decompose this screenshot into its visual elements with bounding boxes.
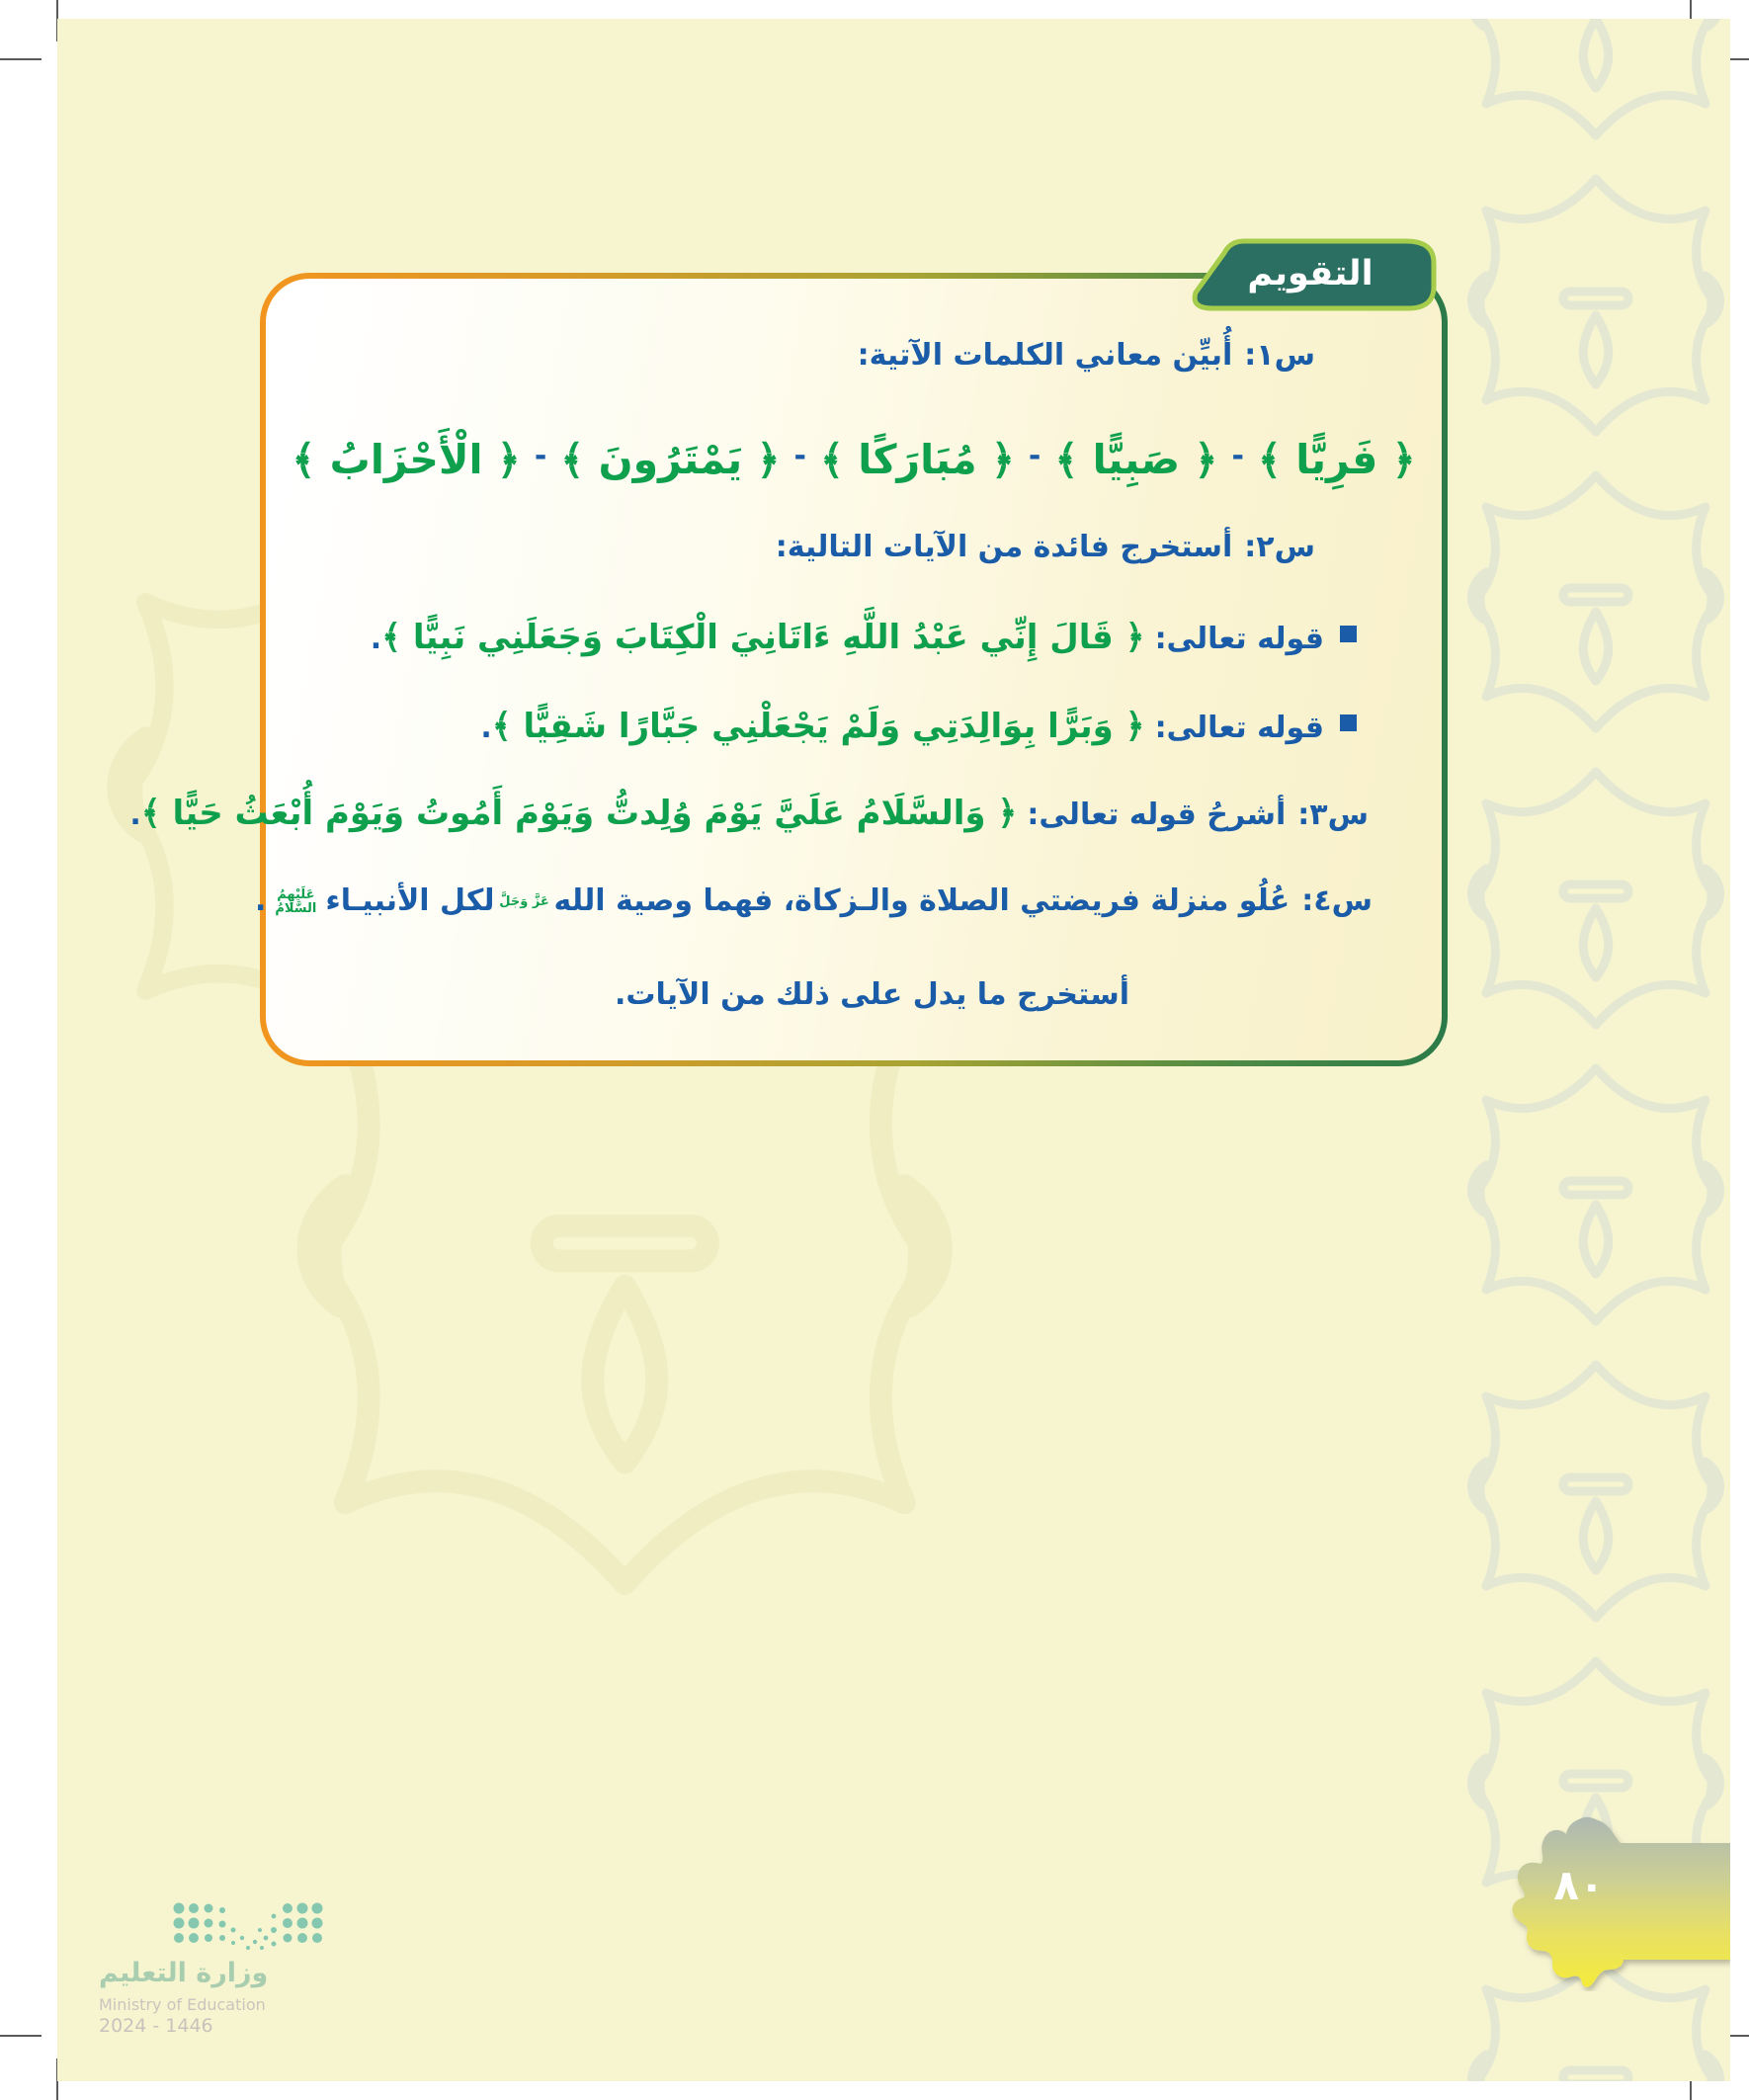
verse-2-text: ﴿ وَبَرًّا بِوَالِدَتِي وَلَمْ يَجْعَلْنِي جَبَّارًا شَقِيًّا ﴾ bbox=[491, 707, 1145, 746]
question-2 bbox=[776, 522, 1315, 574]
question-1 bbox=[858, 330, 1315, 382]
square-bullet-icon bbox=[1340, 626, 1357, 642]
word-separator: - bbox=[534, 439, 547, 473]
verse-bullet-2 bbox=[480, 698, 1357, 757]
word-separator: - bbox=[793, 439, 806, 473]
question-2-text: أستخرج فائدة من الآيات التالية: bbox=[775, 530, 1233, 564]
right-border-ornament-band bbox=[1462, 19, 1729, 2081]
evaluation-card bbox=[129, 273, 1448, 1066]
ministry-logo-arabic: وزارة التعليم bbox=[99, 1958, 269, 1988]
square-bullet-icon bbox=[1340, 714, 1357, 731]
question-1-number: س١: bbox=[1244, 338, 1315, 373]
question-1-text: أُبيِّن معاني الكلمات الآتية: bbox=[857, 338, 1233, 373]
question-4 bbox=[255, 876, 1373, 928]
page-number-tab bbox=[1502, 1813, 1730, 1991]
verse-2-period: . bbox=[480, 711, 492, 745]
quran-word: ﴿ الْأَحْزَابُ ﴾ bbox=[292, 436, 521, 483]
vocabulary-words-row bbox=[266, 425, 1442, 496]
textbook-page bbox=[57, 19, 1730, 2081]
question-3-number: س٣: bbox=[1297, 798, 1369, 832]
question-2-number: س٢: bbox=[1244, 530, 1315, 564]
question-4-text-before: عُلُو منزلة فريضتي الصلاة والـزكاة، فهما وصية الله bbox=[553, 883, 1291, 918]
section-tab-evaluation bbox=[1183, 237, 1438, 312]
question-4-number: س٤: bbox=[1301, 883, 1373, 918]
quran-word: ﴿ مُبَارَكًا ﴾ bbox=[819, 436, 1015, 483]
section-tab-label: التقويم bbox=[1247, 254, 1374, 294]
question-3 bbox=[129, 785, 1369, 844]
verse-bullet-1 bbox=[371, 609, 1357, 668]
honorific-alayhim-assalam: عَلَيْهِمُ السَّلَامُ bbox=[275, 886, 317, 916]
question-4-period: . bbox=[254, 883, 267, 918]
question-3-period: . bbox=[129, 798, 141, 832]
ministry-logo-english: Ministry of Education bbox=[99, 1995, 266, 2014]
verse-1-intro: قوله تعالى: bbox=[1154, 622, 1324, 656]
word-separator: - bbox=[1028, 439, 1041, 473]
honorific-azza-wa-jall: عَزَّ وَجَلَّ bbox=[499, 893, 549, 909]
evaluation-card-body bbox=[129, 279, 1442, 1060]
verse-2-intro: قوله تعالى: bbox=[1154, 711, 1324, 745]
verse-1-period: . bbox=[370, 622, 382, 656]
ministry-logo-dots bbox=[171, 1900, 324, 1952]
question-3-verse: ﴿ وَالسَّلَامُ عَلَيَّ يَوْمَ وُلِدتُّ وَيَوْمَ أَمُوتُ وَيَوْمَ أُبْعَثُ حَيًّا ﴾ bbox=[140, 794, 1018, 833]
verse-1-text: ﴿ قَالَ إِنِّي عَبْدُ اللَّهِ ءَاتَانِيَ الْكِتَابَ وَجَعَلَنِي نَبِيًّا ﴾ bbox=[381, 618, 1145, 657]
quran-word: ﴿ فَرِيًّا ﴾ bbox=[1257, 436, 1416, 483]
question-4-line2 bbox=[615, 969, 1129, 1022]
ministry-logo-years: 2024 - 1446 bbox=[99, 2015, 213, 2037]
word-separator: - bbox=[1231, 439, 1244, 473]
quran-word: ﴿ يَمْتَرُونَ ﴾ bbox=[560, 436, 781, 483]
crop-mark bbox=[0, 2035, 42, 2037]
question-3-intro: أشرحُ قوله تعالى: bbox=[1027, 798, 1287, 832]
crop-mark bbox=[0, 58, 42, 60]
question-4-text-after: لكل الأنبيـاء bbox=[325, 883, 495, 918]
question-4-line2-text: أستخرج ما يدل على ذلك من الآيات. bbox=[614, 977, 1129, 1012]
page-number: ٨٠ bbox=[1553, 1861, 1605, 1909]
quran-word: ﴿ صَبِيًّا ﴾ bbox=[1054, 436, 1218, 483]
